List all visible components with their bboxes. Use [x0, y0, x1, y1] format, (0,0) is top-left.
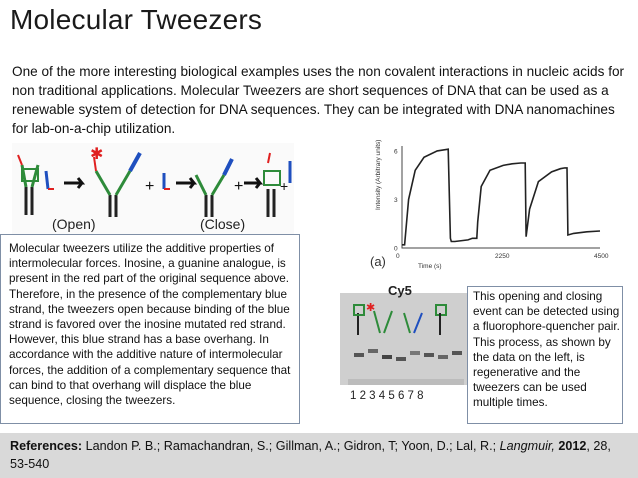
chart-y-tick-label: 3: [394, 196, 398, 204]
chart-xlabel: Time (s): [418, 263, 442, 270]
plus-sign-1: +: [145, 178, 155, 195]
fluorophore-star-icon: ✱: [90, 146, 104, 163]
gel-image-figure: [340, 283, 472, 403]
gel-image-svg: [340, 283, 472, 403]
slide-title: Molecular Tweezers: [10, 4, 263, 35]
gel-background: [340, 293, 472, 385]
arrow-icon: [176, 178, 194, 188]
fluorescence-chart: [368, 140, 632, 272]
chart-x-tick-label: 4500: [594, 253, 609, 260]
references-year: 2012: [558, 439, 587, 453]
references-label: References:: [10, 439, 83, 453]
tweezers-schematic-figure: [12, 143, 294, 235]
left-textbox-text: Molecular tweezers utilize the additive properties of intermolecular forces. Inosine, a guanine analogue, is present in the red part of the original sequence above. Therefore, in the presence of the complementary blue strand, the tweezers open because binding of the blue strand is favored over the inosine mutated red strand. However, this blue strand has a base overhang. In accordance with the additive nature of intermolecular forces, the addition of a complementary sequence that can bind to that overhang will displace the blue sequence, closing the tweezers.: [9, 242, 291, 408]
chart-axis-lines: [402, 146, 600, 248]
plus-sign-3: +: [280, 178, 289, 194]
gel-title: Cy5: [388, 283, 412, 298]
chart-panel-label: (a): [370, 254, 386, 269]
chart-y-tick-label: 6: [394, 148, 398, 156]
fluorescence-chart-svg: [368, 140, 632, 272]
tweezer-open-2: [90, 146, 140, 217]
tweezer-closed: [264, 153, 280, 217]
tweezers-schematic-svg: [12, 143, 294, 235]
chart-ylabel: Intensity (Arbitrary units): [375, 140, 382, 210]
intro-paragraph: One of the more interesting biological examples uses the non covalent interactions in nucleic acids for non traditional applications. Molecular Tweezers are short sequences of DNA that can be used as a renewable system of detection for DNA sequences. They can be integrated with DNA nanomachines for lab-on-a-chip utilization.: [12, 64, 625, 136]
tweezer-open-1: [18, 155, 54, 215]
references-authors: Landon P. B.; Ramachandran, S.; Gillman, A.; Gidron, T; Yoon, D.; Lal, R.;: [85, 439, 497, 453]
arrow-icon: [64, 178, 82, 188]
open-label: (Open): [52, 216, 96, 232]
tweezer-open-3: [196, 159, 232, 217]
plus-sign-2: +: [234, 178, 244, 195]
references-journal: Langmuir,: [499, 439, 555, 453]
svg-text:✱: ✱: [366, 302, 376, 314]
references-pages: , 28, 53-540: [10, 439, 611, 471]
gel-lane-numbers: 1 2 3 4 5 6 7 8: [350, 390, 424, 402]
chart-series-line: [402, 149, 600, 245]
close-label: (Close): [200, 216, 246, 232]
references-text: [10, 437, 630, 473]
right-textbox-text: This opening and closing event can be detected using a fluorophore-quencher pair. This process, as shown by the data on the left, is regenerative and the tweezers can be used multiple times.: [473, 290, 620, 410]
chart-x-tick-label: 2250: [495, 253, 510, 260]
chart-y-tick-label: 0: [394, 245, 398, 253]
arrow-icon: [244, 178, 260, 188]
chart-x-tick-label: 0: [396, 253, 400, 260]
